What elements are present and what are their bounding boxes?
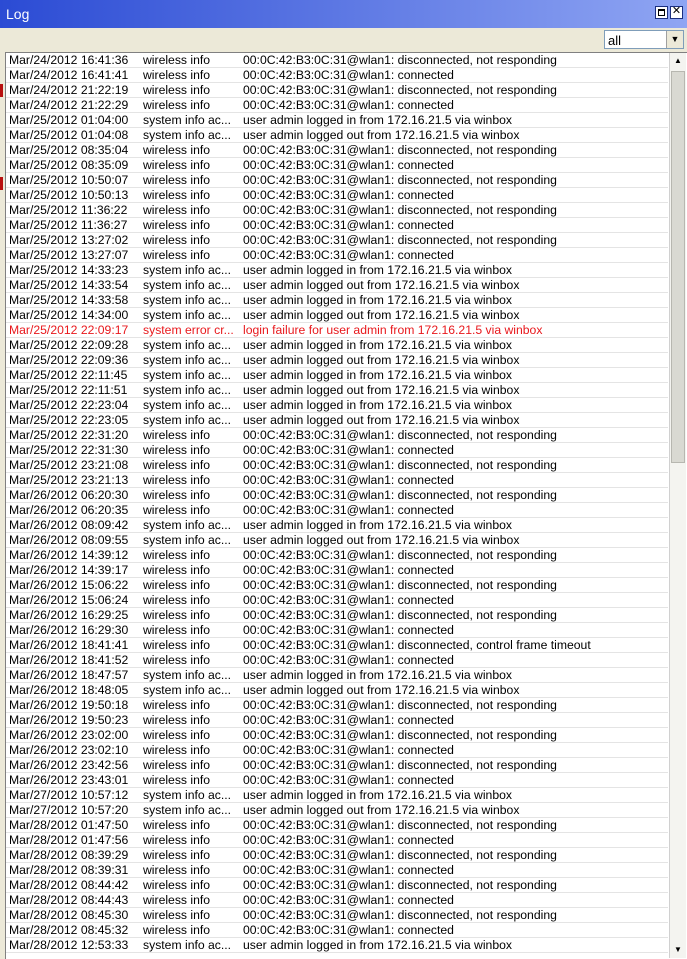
log-time: Mar/25/2012 14:34:00 (9, 308, 129, 322)
log-topic: wireless info (143, 458, 211, 472)
log-message: 00:0C:42:B3:0C:31@wlan1: disconnected, not responding (243, 488, 557, 502)
scrollbar-thumb[interactable] (671, 71, 685, 463)
log-message: 00:0C:42:B3:0C:31@wlan1: disconnected, not responding (243, 578, 557, 592)
log-message: 00:0C:42:B3:0C:31@wlan1: connected (243, 863, 454, 877)
log-row[interactable] (6, 743, 668, 758)
log-message: user admin logged out from 172.16.21.5 via winbox (243, 278, 520, 292)
log-message: 00:0C:42:B3:0C:31@wlan1: disconnected, not responding (243, 428, 557, 442)
title-bar[interactable] (0, 0, 687, 29)
log-time: Mar/26/2012 06:20:30 (9, 488, 129, 502)
log-topic: system info ac... (143, 113, 232, 127)
log-row[interactable] (6, 488, 668, 503)
log-message: 00:0C:42:B3:0C:31@wlan1: disconnected, not responding (243, 878, 557, 892)
log-row[interactable] (6, 578, 668, 593)
log-topic: system info ac... (143, 338, 232, 352)
log-message: 00:0C:42:B3:0C:31@wlan1: disconnected, not responding (243, 698, 557, 712)
filter-select[interactable] (604, 30, 684, 49)
log-message: 00:0C:42:B3:0C:31@wlan1: connected (243, 833, 454, 847)
log-message: user admin logged in from 172.16.21.5 via winbox (243, 938, 512, 952)
log-time: Mar/28/2012 01:47:56 (9, 833, 129, 847)
log-row[interactable] (6, 473, 668, 488)
log-time: Mar/24/2012 21:22:19 (9, 83, 129, 97)
log-row[interactable] (6, 758, 668, 773)
vertical-scrollbar[interactable] (669, 53, 686, 958)
log-topic: wireless info (143, 83, 211, 97)
log-message: 00:0C:42:B3:0C:31@wlan1: disconnected, not responding (243, 83, 557, 97)
log-topic: system info ac... (143, 518, 232, 532)
log-time: Mar/26/2012 18:48:05 (9, 683, 129, 697)
log-topic: wireless info (143, 863, 211, 877)
log-row[interactable] (6, 863, 668, 878)
log-message: 00:0C:42:B3:0C:31@wlan1: disconnected, not responding (243, 758, 557, 772)
log-row[interactable] (6, 113, 668, 128)
log-topic: wireless info (143, 473, 211, 487)
log-message: 00:0C:42:B3:0C:31@wlan1: disconnected, not responding (243, 818, 557, 832)
log-message: 00:0C:42:B3:0C:31@wlan1: disconnected, not responding (243, 608, 557, 622)
log-message: user admin logged in from 172.16.21.5 via winbox (243, 518, 512, 532)
log-time: Mar/28/2012 08:39:29 (9, 848, 129, 862)
log-message: user admin logged in from 172.16.21.5 via winbox (243, 263, 512, 277)
log-topic: wireless info (143, 578, 211, 592)
log-topic: wireless info (143, 773, 211, 787)
log-time: Mar/27/2012 10:57:12 (9, 788, 129, 802)
log-topic: system info ac... (143, 668, 232, 682)
log-message: 00:0C:42:B3:0C:31@wlan1: connected (243, 653, 454, 667)
log-message: 00:0C:42:B3:0C:31@wlan1: disconnected, not responding (243, 458, 557, 472)
log-row[interactable] (6, 593, 668, 608)
log-row[interactable] (6, 623, 668, 638)
log-row[interactable] (6, 698, 668, 713)
log-topic: wireless info (143, 248, 211, 262)
log-row[interactable] (6, 263, 668, 278)
log-topic: wireless info (143, 848, 211, 862)
log-time: Mar/26/2012 15:06:22 (9, 578, 129, 592)
log-time: Mar/25/2012 13:27:02 (9, 233, 129, 247)
log-topic: wireless info (143, 98, 211, 112)
log-topic: system info ac... (143, 278, 232, 292)
log-topic: wireless info (143, 818, 211, 832)
log-message: user admin logged in from 172.16.21.5 via winbox (243, 368, 512, 382)
log-topic: wireless info (143, 428, 211, 442)
log-message: 00:0C:42:B3:0C:31@wlan1: connected (243, 893, 454, 907)
log-time: Mar/26/2012 15:06:24 (9, 593, 129, 607)
log-row[interactable] (6, 203, 668, 218)
log-row[interactable] (6, 98, 668, 113)
log-time: Mar/25/2012 14:33:54 (9, 278, 129, 292)
log-topic: system info ac... (143, 128, 232, 142)
log-message: user admin logged out from 172.16.21.5 via winbox (243, 353, 520, 367)
log-time: Mar/24/2012 16:41:41 (9, 68, 129, 82)
log-time: Mar/25/2012 22:23:05 (9, 413, 129, 427)
log-row[interactable] (6, 683, 668, 698)
log-time: Mar/26/2012 16:29:25 (9, 608, 129, 622)
log-topic: wireless info (143, 623, 211, 637)
log-message: user admin logged out from 172.16.21.5 via winbox (243, 413, 520, 427)
log-topic: wireless info (143, 218, 211, 232)
log-message: 00:0C:42:B3:0C:31@wlan1: connected (243, 188, 454, 202)
log-time: Mar/26/2012 14:39:17 (9, 563, 129, 577)
log-time: Mar/25/2012 22:11:45 (9, 368, 128, 382)
log-row[interactable] (6, 458, 668, 473)
log-row[interactable] (6, 548, 668, 563)
log-topic: wireless info (143, 68, 211, 82)
log-time: Mar/25/2012 01:04:08 (9, 128, 129, 142)
log-topic: wireless info (143, 893, 211, 907)
filter-value: all (608, 33, 622, 48)
log-topic: wireless info (143, 878, 211, 892)
log-message: 00:0C:42:B3:0C:31@wlan1: disconnected, not responding (243, 203, 557, 217)
log-row[interactable] (6, 248, 668, 263)
log-row[interactable] (6, 128, 668, 143)
log-row[interactable] (6, 443, 668, 458)
log-row[interactable] (6, 638, 668, 653)
log-topic: wireless info (143, 503, 211, 517)
log-message: 00:0C:42:B3:0C:31@wlan1: connected (243, 98, 454, 112)
log-topic: wireless info (143, 758, 211, 772)
log-row[interactable] (6, 878, 668, 893)
log-time: Mar/25/2012 22:09:17 (9, 323, 129, 337)
log-message: 00:0C:42:B3:0C:31@wlan1: connected (243, 623, 454, 637)
close-icon: ✕ (671, 5, 682, 17)
log-message: 00:0C:42:B3:0C:31@wlan1: disconnected, not responding (243, 53, 557, 67)
log-topic: system info ac... (143, 368, 232, 382)
log-time: Mar/25/2012 22:11:51 (9, 383, 128, 397)
log-row[interactable] (6, 533, 668, 548)
log-message: user admin logged out from 172.16.21.5 via winbox (243, 803, 520, 817)
log-time: Mar/28/2012 08:45:32 (9, 923, 129, 937)
log-topic: system error cr... (143, 323, 234, 337)
log-topic: wireless info (143, 548, 211, 562)
log-message: 00:0C:42:B3:0C:31@wlan1: disconnected, not responding (243, 848, 557, 862)
log-row[interactable] (6, 68, 668, 83)
log-time: Mar/25/2012 14:33:58 (9, 293, 129, 307)
log-topic: system info ac... (143, 383, 232, 397)
log-row[interactable] (6, 293, 668, 308)
log-row[interactable] (6, 173, 668, 188)
log-row[interactable] (6, 608, 668, 623)
log-message: user admin logged out from 172.16.21.5 via winbox (243, 308, 520, 322)
log-row[interactable] (6, 818, 668, 833)
log-row[interactable] (6, 83, 668, 98)
log-message: 00:0C:42:B3:0C:31@wlan1: connected (243, 503, 454, 517)
restore-button[interactable] (655, 6, 668, 19)
log-time: Mar/25/2012 10:50:07 (9, 173, 129, 187)
log-time: Mar/25/2012 14:33:23 (9, 263, 129, 277)
arrow-down-icon[interactable]: ▼ (674, 945, 682, 954)
log-rows (6, 53, 668, 958)
log-time: Mar/25/2012 08:35:04 (9, 143, 129, 157)
log-topic: system info ac... (143, 413, 232, 427)
log-time: Mar/28/2012 08:44:42 (9, 878, 129, 892)
log-row[interactable] (6, 278, 668, 293)
log-time: Mar/26/2012 18:47:57 (9, 668, 129, 682)
log-topic: wireless info (143, 53, 211, 67)
log-row[interactable] (6, 773, 668, 788)
log-row[interactable] (6, 368, 668, 383)
log-topic: wireless info (143, 833, 211, 847)
log-message: 00:0C:42:B3:0C:31@wlan1: connected (243, 68, 454, 82)
log-topic: system info ac... (143, 293, 232, 307)
log-row[interactable] (6, 143, 668, 158)
log-topic: wireless info (143, 143, 211, 157)
log-message: 00:0C:42:B3:0C:31@wlan1: connected (243, 773, 454, 787)
window-edge-marks (0, 52, 4, 959)
log-topic: wireless info (143, 188, 211, 202)
log-time: Mar/26/2012 19:50:23 (9, 713, 129, 727)
log-message: 00:0C:42:B3:0C:31@wlan1: disconnected, not responding (243, 908, 557, 922)
log-row[interactable] (6, 908, 668, 923)
log-topic: wireless info (143, 203, 211, 217)
log-topic: wireless info (143, 713, 211, 727)
log-row[interactable] (6, 338, 668, 353)
log-row[interactable] (6, 848, 668, 863)
log-row[interactable] (6, 893, 668, 908)
log-time: Mar/25/2012 01:04:00 (9, 113, 129, 127)
log-message: user admin logged out from 172.16.21.5 via winbox (243, 683, 520, 697)
log-row[interactable] (6, 713, 668, 728)
log-message: login failure for user admin from 172.16.21.5 via winbox (243, 323, 543, 337)
log-time: Mar/25/2012 08:35:09 (9, 158, 129, 172)
log-topic: system info ac... (143, 263, 232, 277)
log-time: Mar/26/2012 23:43:01 (9, 773, 129, 787)
log-time: Mar/25/2012 11:36:27 (9, 218, 128, 232)
log-topic: system info ac... (143, 353, 232, 367)
log-message: 00:0C:42:B3:0C:31@wlan1: connected (243, 923, 454, 937)
log-message: user admin logged out from 172.16.21.5 via winbox (243, 128, 520, 142)
log-time: Mar/25/2012 13:27:07 (9, 248, 129, 262)
log-topic: wireless info (143, 173, 211, 187)
log-time: Mar/26/2012 06:20:35 (9, 503, 129, 517)
log-time: Mar/26/2012 18:41:41 (9, 638, 129, 652)
log-message: user admin logged in from 172.16.21.5 via winbox (243, 338, 512, 352)
log-topic: wireless info (143, 158, 211, 172)
log-message: user admin logged out from 172.16.21.5 via winbox (243, 533, 520, 547)
log-message: 00:0C:42:B3:0C:31@wlan1: disconnected, not responding (243, 548, 557, 562)
log-message: user admin logged in from 172.16.21.5 via winbox (243, 788, 512, 802)
log-time: Mar/25/2012 11:36:22 (9, 203, 128, 217)
log-message: 00:0C:42:B3:0C:31@wlan1: connected (243, 218, 454, 232)
log-row[interactable] (6, 53, 668, 68)
restore-icon (658, 9, 665, 16)
log-row[interactable] (6, 308, 668, 323)
log-row[interactable] (6, 518, 668, 533)
log-row[interactable] (6, 653, 668, 668)
log-topic: wireless info (143, 608, 211, 622)
log-message: 00:0C:42:B3:0C:31@wlan1: connected (243, 593, 454, 607)
edge-mark (0, 84, 3, 97)
log-row[interactable] (6, 803, 668, 818)
log-message: 00:0C:42:B3:0C:31@wlan1: disconnected, not responding (243, 728, 557, 742)
log-message: 00:0C:42:B3:0C:31@wlan1: connected (243, 713, 454, 727)
log-message: 00:0C:42:B3:0C:31@wlan1: connected (243, 743, 454, 757)
log-time: Mar/28/2012 08:45:30 (9, 908, 129, 922)
log-time: Mar/25/2012 10:50:13 (9, 188, 129, 202)
log-message: user admin logged in from 172.16.21.5 via winbox (243, 113, 512, 127)
log-time: Mar/25/2012 23:21:08 (9, 458, 129, 472)
log-message: 00:0C:42:B3:0C:31@wlan1: connected (243, 563, 454, 577)
log-time: Mar/26/2012 14:39:12 (9, 548, 129, 562)
log-topic: system info ac... (143, 308, 232, 322)
toolbar (0, 28, 687, 52)
log-topic: system info ac... (143, 788, 232, 802)
log-message: user admin logged in from 172.16.21.5 via winbox (243, 398, 512, 412)
log-row[interactable] (6, 668, 668, 683)
log-message: 00:0C:42:B3:0C:31@wlan1: disconnected, not responding (243, 233, 557, 247)
log-time: Mar/25/2012 22:09:36 (9, 353, 129, 367)
log-topic: wireless info (143, 563, 211, 577)
log-topic: system info ac... (143, 533, 232, 547)
log-time: Mar/26/2012 08:09:42 (9, 518, 129, 532)
log-row[interactable] (6, 728, 668, 743)
log-topic: wireless info (143, 698, 211, 712)
close-button[interactable] (670, 6, 683, 19)
log-time: Mar/27/2012 10:57:20 (9, 803, 129, 817)
log-row[interactable] (6, 218, 668, 233)
log-topic: wireless info (143, 593, 211, 607)
log-message: user admin logged in from 172.16.21.5 via winbox (243, 293, 512, 307)
log-row[interactable] (6, 158, 668, 173)
log-topic: wireless info (143, 638, 211, 652)
log-topic: wireless info (143, 233, 211, 247)
log-message: 00:0C:42:B3:0C:31@wlan1: connected (243, 473, 454, 487)
chevron-down-icon[interactable]: ▼ (666, 31, 683, 48)
log-topic: wireless info (143, 728, 211, 742)
log-row[interactable] (6, 938, 668, 953)
window-title: Log (6, 6, 30, 22)
log-time: Mar/25/2012 23:21:13 (9, 473, 129, 487)
log-time: Mar/26/2012 23:02:10 (9, 743, 129, 757)
log-topic: wireless info (143, 743, 211, 757)
log-topic: system info ac... (143, 803, 232, 817)
log-topic: wireless info (143, 923, 211, 937)
log-message: 00:0C:42:B3:0C:31@wlan1: disconnected, not responding (243, 173, 557, 187)
log-topic: system info ac... (143, 398, 232, 412)
log-message: 00:0C:42:B3:0C:31@wlan1: connected (243, 443, 454, 457)
log-time: Mar/24/2012 16:41:36 (9, 53, 129, 67)
log-message: 00:0C:42:B3:0C:31@wlan1: connected (243, 248, 454, 262)
log-row[interactable] (6, 323, 668, 338)
log-message: 00:0C:42:B3:0C:31@wlan1: connected (243, 158, 454, 172)
arrow-up-icon[interactable]: ▲ (674, 56, 682, 65)
log-message: user admin logged out from 172.16.21.5 via winbox (243, 383, 520, 397)
log-row[interactable] (6, 233, 668, 248)
log-message: 00:0C:42:B3:0C:31@wlan1: disconnected, not responding (243, 143, 557, 157)
log-time: Mar/28/2012 12:53:33 (9, 938, 129, 952)
log-time: Mar/25/2012 22:09:28 (9, 338, 129, 352)
log-row[interactable] (6, 383, 668, 398)
log-time: Mar/26/2012 08:09:55 (9, 533, 129, 547)
log-time: Mar/25/2012 22:31:30 (9, 443, 129, 457)
log-time: Mar/28/2012 08:44:43 (9, 893, 129, 907)
log-row[interactable] (6, 503, 668, 518)
log-topic: wireless info (143, 908, 211, 922)
log-row[interactable] (6, 833, 668, 848)
log-row[interactable] (6, 188, 668, 203)
log-row[interactable] (6, 413, 668, 428)
log-time: Mar/26/2012 23:42:56 (9, 758, 129, 772)
log-time: Mar/28/2012 08:39:31 (9, 863, 129, 877)
log-row[interactable] (6, 398, 668, 413)
log-time: Mar/24/2012 21:22:29 (9, 98, 129, 112)
log-row[interactable] (6, 923, 668, 938)
log-row[interactable] (6, 353, 668, 368)
log-row[interactable] (6, 788, 668, 803)
log-time: Mar/26/2012 18:41:52 (9, 653, 129, 667)
log-topic: wireless info (143, 488, 211, 502)
log-message: 00:0C:42:B3:0C:31@wlan1: disconnected, control frame timeout (243, 638, 591, 652)
log-time: Mar/28/2012 01:47:50 (9, 818, 129, 832)
log-time: Mar/26/2012 16:29:30 (9, 623, 129, 637)
log-row[interactable] (6, 428, 668, 443)
log-time: Mar/25/2012 22:23:04 (9, 398, 129, 412)
log-topic: system info ac... (143, 938, 232, 952)
log-message: user admin logged in from 172.16.21.5 via winbox (243, 668, 512, 682)
log-time: Mar/26/2012 19:50:18 (9, 698, 129, 712)
log-list[interactable] (5, 52, 687, 959)
log-topic: wireless info (143, 443, 211, 457)
log-row[interactable] (6, 563, 668, 578)
log-time: Mar/25/2012 22:31:20 (9, 428, 129, 442)
log-topic: system info ac... (143, 683, 232, 697)
log-topic: wireless info (143, 653, 211, 667)
log-time: Mar/26/2012 23:02:00 (9, 728, 129, 742)
edge-mark (0, 177, 3, 190)
